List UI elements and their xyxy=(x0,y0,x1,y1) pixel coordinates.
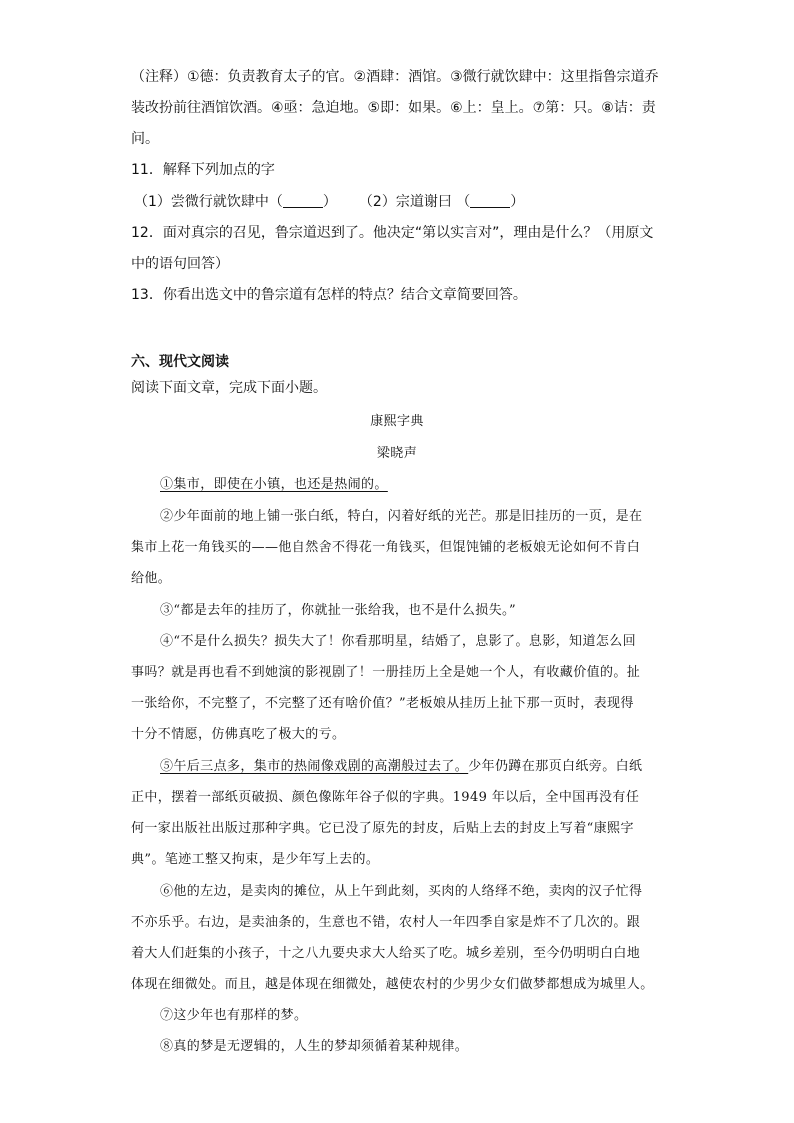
paragraph-6-line-1: ⑥他的左边，是卖肉的摊位，从上午到此刻，买肉的人络绎不绝，卖肉的汉子忙得 xyxy=(160,884,643,899)
paragraph-5-line-3: 何一家出版社出版过那种字典。它已没了原先的封皮，后贴上去的封皮上写着“康熙字 xyxy=(131,821,634,836)
underlined-sentence: ⑤午后三点多，集市的热闹像戏剧的高潮般过去了。 xyxy=(160,759,469,774)
annotation-line-3: 问。 xyxy=(131,131,159,147)
paragraph-6-line-4: 体现在细微处。而且，越是体现在细微处，越使农村的少男少女们做梦都想成为城里人。 xyxy=(131,977,654,992)
q11-sub1-text: （1）尝微行就饮肆中（ xyxy=(134,194,283,210)
paragraph-4-line-4: 十分不情愿，仿佛真吃了极大的亏。 xyxy=(131,727,346,742)
paragraph-6-line-3: 着大人们赶集的小孩子，十之八九要央求大人给买了吃。城乡差别，至今仍明明白白地 xyxy=(131,946,641,961)
annotation-line-2: 装改扮前往酒馆饮酒。④亟：急迫地。⑤即：如果。⑥上：皇上。⑦第：只。⑧诘：责 xyxy=(131,100,656,116)
section-heading: 六、现代文阅读 xyxy=(131,354,229,370)
question-12-line-2: 中的语句回答） xyxy=(131,256,229,272)
q11-sub2-close: ） xyxy=(510,194,525,210)
paragraph-8: ⑧真的梦是无逻辑的，人生的梦却须循着某种规律。 xyxy=(160,1039,469,1054)
question-13: 13．你看出选文中的鲁宗道有怎样的特点？结合文章简要回答。 xyxy=(131,287,527,303)
paragraph-4-line-1: ④“不是什么损失？损失大了！你看那明星，结婚了，息影了。息影，知道怎么回 xyxy=(160,634,637,649)
paragraph-5-line-4: 典”。笔迹工整又拘束，是少年写上去的。 xyxy=(131,852,380,867)
paragraph-5-line-1-rest: 少年仍蹲在那页白纸旁。白纸 xyxy=(468,759,643,774)
paragraph-6-line-2: 不亦乐乎。右边，是卖油条的，生意也不错，农村人一年四季自家是炸不了几次的。跟 xyxy=(131,915,641,930)
annotation-line-1: （注释）①德：负责教育太子的官。②酒肆：酒馆。③微行就饮肆中：这里指鲁宗道乔 xyxy=(131,69,659,85)
paragraph-2-line-1: ②少年面前的地上铺一张白纸，特白，闪着好纸的光芒。那是旧挂历的一页，是在 xyxy=(160,509,643,524)
q11-sub1-close: ） xyxy=(322,194,337,210)
question-11-subitems xyxy=(134,192,524,212)
paragraph-2-line-2: 集市上花一角钱买的——他自然舍不得花一角钱买，但馄饨铺的老板娘无论如何不肯白 xyxy=(131,540,641,555)
paragraph-4-line-2: 事吗？就是再也看不到她演的影视剧了！一册挂历上全是她一个人，有收藏价值的。扯 xyxy=(131,665,641,680)
paragraph-7: ⑦这少年也有那样的梦。 xyxy=(160,1008,308,1023)
paragraph-1: ①集市，即使在小镇，也还是热闹的。 xyxy=(160,477,388,492)
answer-blank-2[interactable] xyxy=(470,193,510,208)
question-12-line-1: 12．面对真宗的召见，鲁宗道迟到了。他决定“第以实言对”，理由是什么？（用原文 xyxy=(131,225,654,241)
paragraph-4-line-3: 一张给你，不完整了，不完整了还有啥价值？”老板娘从挂历上扯下那一页时，表现得 xyxy=(131,696,634,711)
q11-sub2-text: （2）宗道谢曰 （ xyxy=(358,194,471,210)
paragraph-2-line-3: 给他。 xyxy=(131,571,172,586)
article-author: 梁晓声 xyxy=(376,446,418,461)
answer-blank-1[interactable] xyxy=(283,193,323,208)
paragraph-3: ③“都是去年的挂历了，你就扯一张给我，也不是什么损失。” xyxy=(160,603,516,618)
paragraph-5-line-1 xyxy=(160,755,642,774)
paragraph-5-line-2: 正中，摆着一部纸页破损、颜色像陈年谷子似的字典。1949 年以后，全中国再没有任 xyxy=(131,790,640,805)
question-11: 11．解释下列加点的字 xyxy=(131,162,275,178)
article-title: 康熙字典 xyxy=(370,414,424,429)
section-instruction: 阅读下面文章，完成下面小题。 xyxy=(131,380,327,396)
